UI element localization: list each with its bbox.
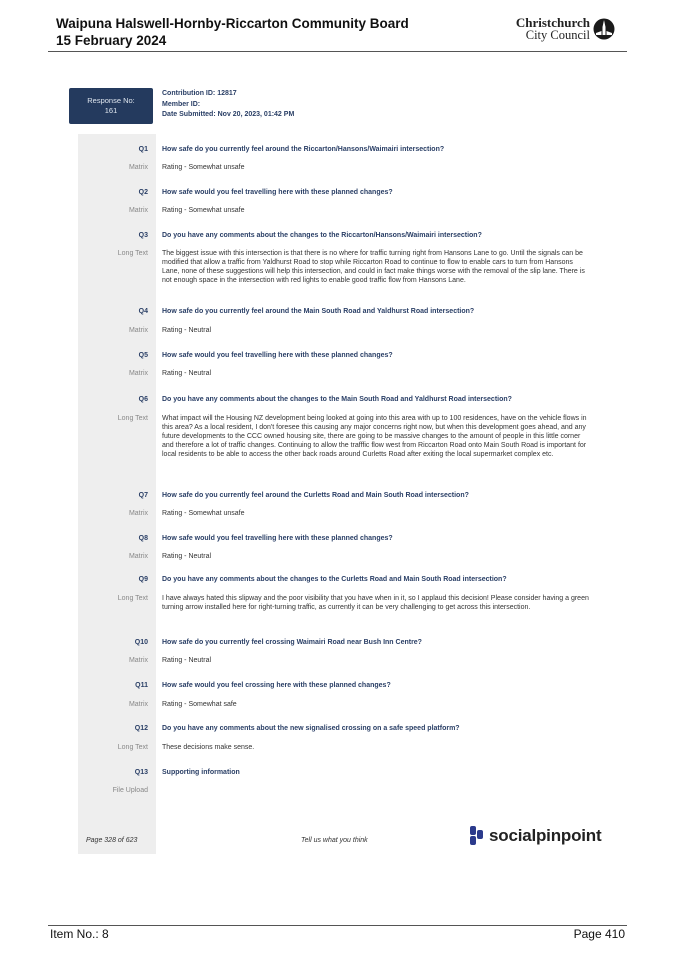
question-text: How safe do you currently feel around the Curletts Road and Main South Road intersection? <box>162 492 469 499</box>
answer-text: Rating - Neutral <box>162 327 212 334</box>
sheet-page-number: Page 328 of 623 <box>86 837 138 844</box>
question-number: Q10 <box>134 639 148 646</box>
answer-text: These decisions make sense. <box>162 744 255 751</box>
sheet-tagline: Tell us what you think <box>301 837 368 844</box>
answer-text: Rating - Somewhat unsafe <box>162 510 245 517</box>
answer-type: Matrix <box>128 510 148 517</box>
submission-sheet <box>58 78 618 858</box>
answer-text: Rating - Neutral <box>162 657 212 664</box>
question-text: How safe would you feel travelling here with these planned changes? <box>162 189 393 196</box>
answer-text: Rating - Somewhat unsafe <box>162 207 245 214</box>
member-id: Member ID: <box>162 100 201 108</box>
question-text: How safe would you feel crossing here with these planned changes? <box>162 682 391 689</box>
cathedral-logo-icon <box>593 18 615 40</box>
answer-text: Rating - Somewhat unsafe <box>162 164 245 171</box>
question-number: Q1 <box>138 146 148 153</box>
logo-line-1: Christchurch <box>515 15 590 30</box>
submission-meta <box>162 89 294 121</box>
question-text: How safe would you feel travelling here with these planned changes? <box>162 352 393 359</box>
question-text: How safe would you feel travelling here with these planned changes? <box>162 535 393 542</box>
question-text: How safe do you currently feel around the Riccarton/Hansons/Waimairi intersection? <box>162 146 445 153</box>
answer-type: Matrix <box>128 370 148 377</box>
socialpinpoint-wordmark: socialpinpoint <box>489 826 602 845</box>
question-number: Q7 <box>138 492 148 499</box>
question-number: Q11 <box>135 682 148 689</box>
answer-text: Rating - Somewhat safe <box>162 701 237 708</box>
question-text: Do you have any comments about the new signalised crossing on a safe speed platform? <box>162 725 460 732</box>
question-number: Q12 <box>134 725 148 732</box>
logo-line-2: City Council <box>525 28 590 42</box>
answer-type: Matrix <box>128 164 148 171</box>
response-number-badge <box>69 88 153 124</box>
question-text: Do you have any comments about the changes to the Curletts Road and Main South Road intersection? <box>162 576 507 583</box>
answer-text: What impact will the Housing NZ development being looked at going into this area with up to 100 residences, have on the vehicle flows in this area? As a local resident, I don't foresee this causing any major concerns right now, but when this development goes ahead, and any future developments to the CCC owned housing site, there are going to be massive changes to the amount of people in this little corner and therefore a lot of traffic changes. Continuing to allow the trafffic flow west from Riccarton Road onto Main South Road is important for local residents to be able to access the other back roads around Curletts Road after exiting the local supermarket complex etc. <box>162 415 587 458</box>
answer-text: The biggest issue with this intersection is that there is no where for traffic turning right from Hansons Lane to go. Until the signals can be modified that allow a traffic from Yaldhurst Road to stop while Riccarton Road to continue to flow to enable cars to turn from Hansons Lane, none of these suggestions will help this intersection, and could in fact make things worse with the removal of the slip lane. There is not enough space in the intersection with red lights to enable good traffic flow from Hansons Lane. <box>162 250 585 284</box>
question-number: Q3 <box>138 232 148 239</box>
answer-type: Long Text <box>117 415 148 422</box>
answer-type: Matrix <box>128 207 148 214</box>
answer-type: Long Text <box>117 250 148 257</box>
answer-type: Matrix <box>128 701 148 708</box>
header-divider <box>48 51 627 52</box>
question-text: How safe do you currently feel around the Main South Road and Yaldhurst Road intersection? <box>162 308 475 315</box>
answer-type: File Upload <box>112 787 148 794</box>
question-text: Do you have any comments about the changes to the Riccarton/Hansons/Waimairi intersection? <box>162 232 482 239</box>
question-number: Q8 <box>138 535 148 542</box>
contribution-id: Contribution ID: 12817 <box>162 90 237 97</box>
question-number: Q13 <box>134 769 148 776</box>
item-number: Item No.: 8 <box>50 927 109 941</box>
answer-type: Matrix <box>128 657 148 664</box>
page-number: Page 410 <box>573 927 625 941</box>
meeting-date: 15 February 2024 <box>56 33 167 48</box>
footer-divider <box>48 925 627 926</box>
question-number: Q4 <box>138 308 148 315</box>
socialpinpoint-logo <box>470 826 601 846</box>
board-title: Waipuna Halswell-Hornby-Riccarton Community Board <box>56 16 409 31</box>
answer-text: Rating - Neutral <box>162 370 212 377</box>
answer-type: Long Text <box>117 744 148 751</box>
response-label: Response No: <box>87 96 135 105</box>
date-submitted: Date Submitted: Nov 20, 2023, 01:42 PM <box>162 111 295 118</box>
answer-type: Matrix <box>128 327 148 334</box>
question-number: Q2 <box>138 189 148 196</box>
answer-text: I have always hated this slipway and the poor visibility that you have when in it, so I applaud this decision! Please consider having a green turning arrow installed here for right-turning traffic, as currently it can be very challenging to get across this intersection. <box>162 595 589 611</box>
question-number: Q6 <box>138 396 148 403</box>
question-number: Q9 <box>138 576 148 583</box>
question-text: Do you have any comments about the changes to the Main South Road and Yaldhurst Road intersection? <box>162 396 512 403</box>
question-number: Q5 <box>138 352 148 359</box>
answer-type: Long Text <box>117 595 148 602</box>
answer-type: Matrix <box>128 553 148 560</box>
question-text: How safe do you currently feel crossing Waimairi Road near Bush Inn Centre? <box>162 639 422 646</box>
question-text: Supporting information <box>162 769 240 776</box>
council-logo <box>516 16 615 42</box>
answer-text: Rating - Neutral <box>162 553 212 560</box>
socialpinpoint-mark-icon <box>470 826 484 846</box>
response-number: 161 <box>104 106 118 115</box>
